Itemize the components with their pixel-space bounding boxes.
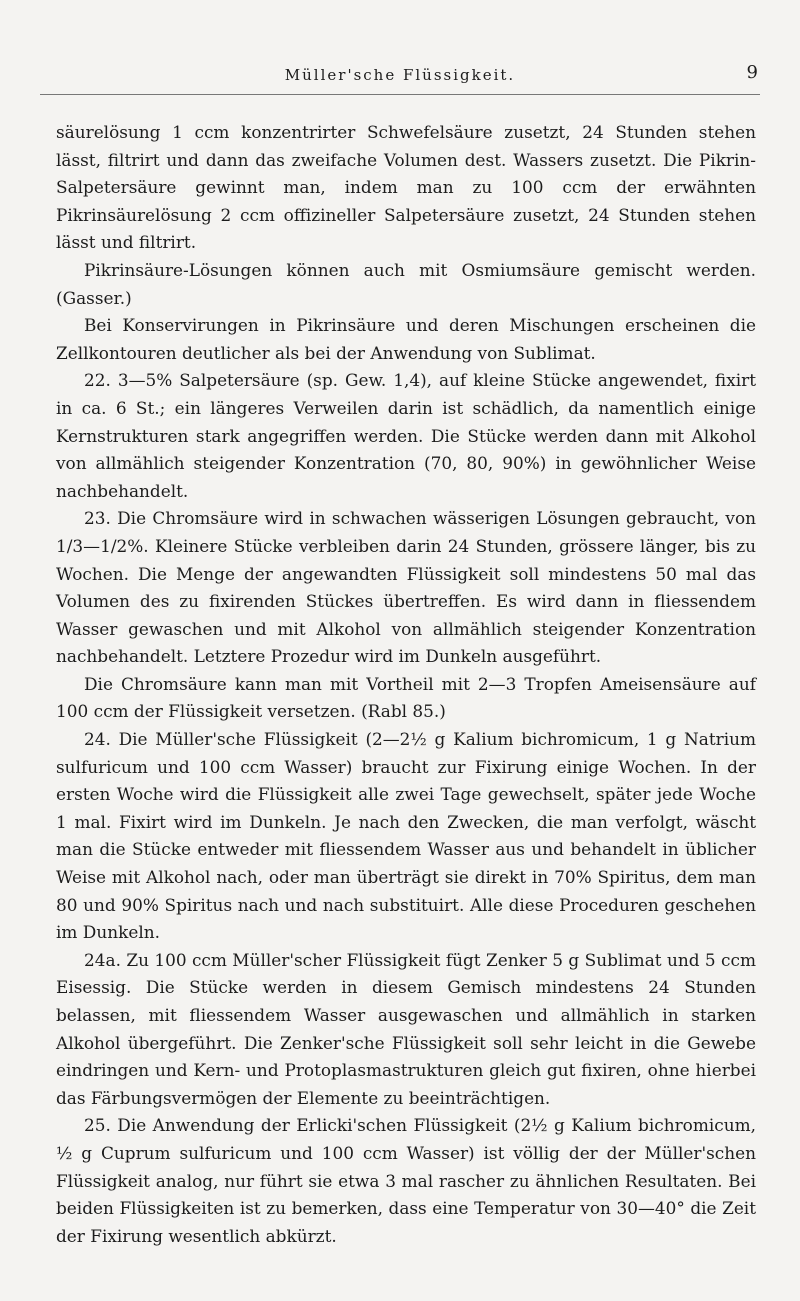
body-text: [56, 119, 756, 1250]
paragraph: Die Chromsäure kann man mit Vortheil mit 2—3 Tropfen Ameisensäure auf 100 ccm der Flüssigkeit versetzen. (Rabl 85.): [56, 673, 756, 722]
paragraph: 24. Die Müller'sche Flüssigkeit (2—2½ g Kalium bichromicum, 1 g Natrium sulfuricum und 100 ccm Wasser) braucht zur Fixirung einige Wochen. In der ersten Woche wird die Flüssigkeit alle zwei Tage gewechselt, später jede Woche 1 mal. Fixirt wird im Dunkeln. Je nach den Zwecken, die man verfolgt, wäscht man die Stücke entweder mit fliessendem Wasser aus und behandelt in üblicher Weise mit Alkohol nach, oder man überträgt sie direkt in 70% Spiritus, dem man 80 und 90% Spiritus nach und nach substituirt. Alle diese Proceduren geschehen im Dunkeln.: [56, 729, 756, 943]
page-header: [40, 62, 760, 95]
paragraph: 25. Die Anwendung der Erlicki'schen Flüssigkeit (2½ g Kalium bichromicum, ½ g Cuprum sulfuricum und 100 ccm Wasser) ist völlig der der Müller'schen Flüssigkeit analog, nur führt sie etwa 3 mal rascher zu ähnlichen Resultaten. Bei beiden Flüssigkeiten ist zu bemerken, dass eine Temperatur von 30—40° die Zeit der Fixirung wesentlich abkürzt.: [56, 1115, 756, 1246]
page-number: 9: [746, 62, 758, 83]
running-title: Müller'sche Flüssigkeit.: [284, 66, 516, 84]
paragraph: säurelösung 1 ccm konzentrirter Schwefelsäure zusetzt, 24 Stunden stehen lässt, filtrirt und dann das zweifache Volumen dest. Wassers zusetzt. Die Pikrin-Salpetersäure gewinnt man, indem man zu 100 ccm der erwähnten Pikrinsäurelösung 2 ccm offizineller Salpetersäure zusetzt, 24 Stunden stehen lässt und filtrirt.: [56, 122, 756, 253]
paragraph: 23. Die Chromsäure wird in schwachen wässerigen Lösungen gebraucht, von 1/3—1/2%. Kleinere Stücke verbleiben darin 24 Stunden, grössere länger, bis zu Wochen. Die Menge der angewandten Flüssigkeit soll mindestens 50 mal das Volumen des zu fixirenden Stückes übertreffen. Es wird dann in fliessendem Wasser gewaschen und mit Alkohol von allmählich steigender Konzentration nachbehandelt. Letztere Prozedur wird im Dunkeln ausgeführt.: [56, 508, 756, 667]
paragraph: 24a. Zu 100 ccm Müller'scher Flüssigkeit fügt Zenker 5 g Sublimat und 5 ccm Eisessig. Die Stücke werden in diesem Gemisch mindestens 24 Stunden belassen, mit fliessendem Wasser ausgewaschen und allmählich in starken Alkohol übergeführt. Die Zenker'sche Flüssigkeit soll sehr leicht in die Gewebe eindringen und Kern- und Protoplasmastrukturen gleich gut fixiren, ohne hierbei das Färbungsvermögen der Elemente zu beeinträchtigen.: [56, 949, 756, 1108]
paragraph: 22. 3—5% Salpetersäure (sp. Gew. 1,4), auf kleine Stücke angewendet, fixirt in ca. 6 St.; ein längeres Verweilen darin ist schädlich, da namentlich einige Kernstrukturen stark angegriffen werden. Die Stücke werden dann mit Alkohol von allmählich steigender Konzentration (70, 80, 90%) in gewöhnlicher Weise nachbehandelt.: [56, 370, 756, 501]
paragraph: Pikrinsäure-Lösungen können auch mit Osmiumsäure gemischt werden. (Gasser.): [56, 259, 756, 308]
paragraph: Bei Konservirungen in Pikrinsäure und deren Mischungen erscheinen die Zellkontouren deutlicher als bei der Anwendung von Sublimat.: [56, 315, 756, 363]
